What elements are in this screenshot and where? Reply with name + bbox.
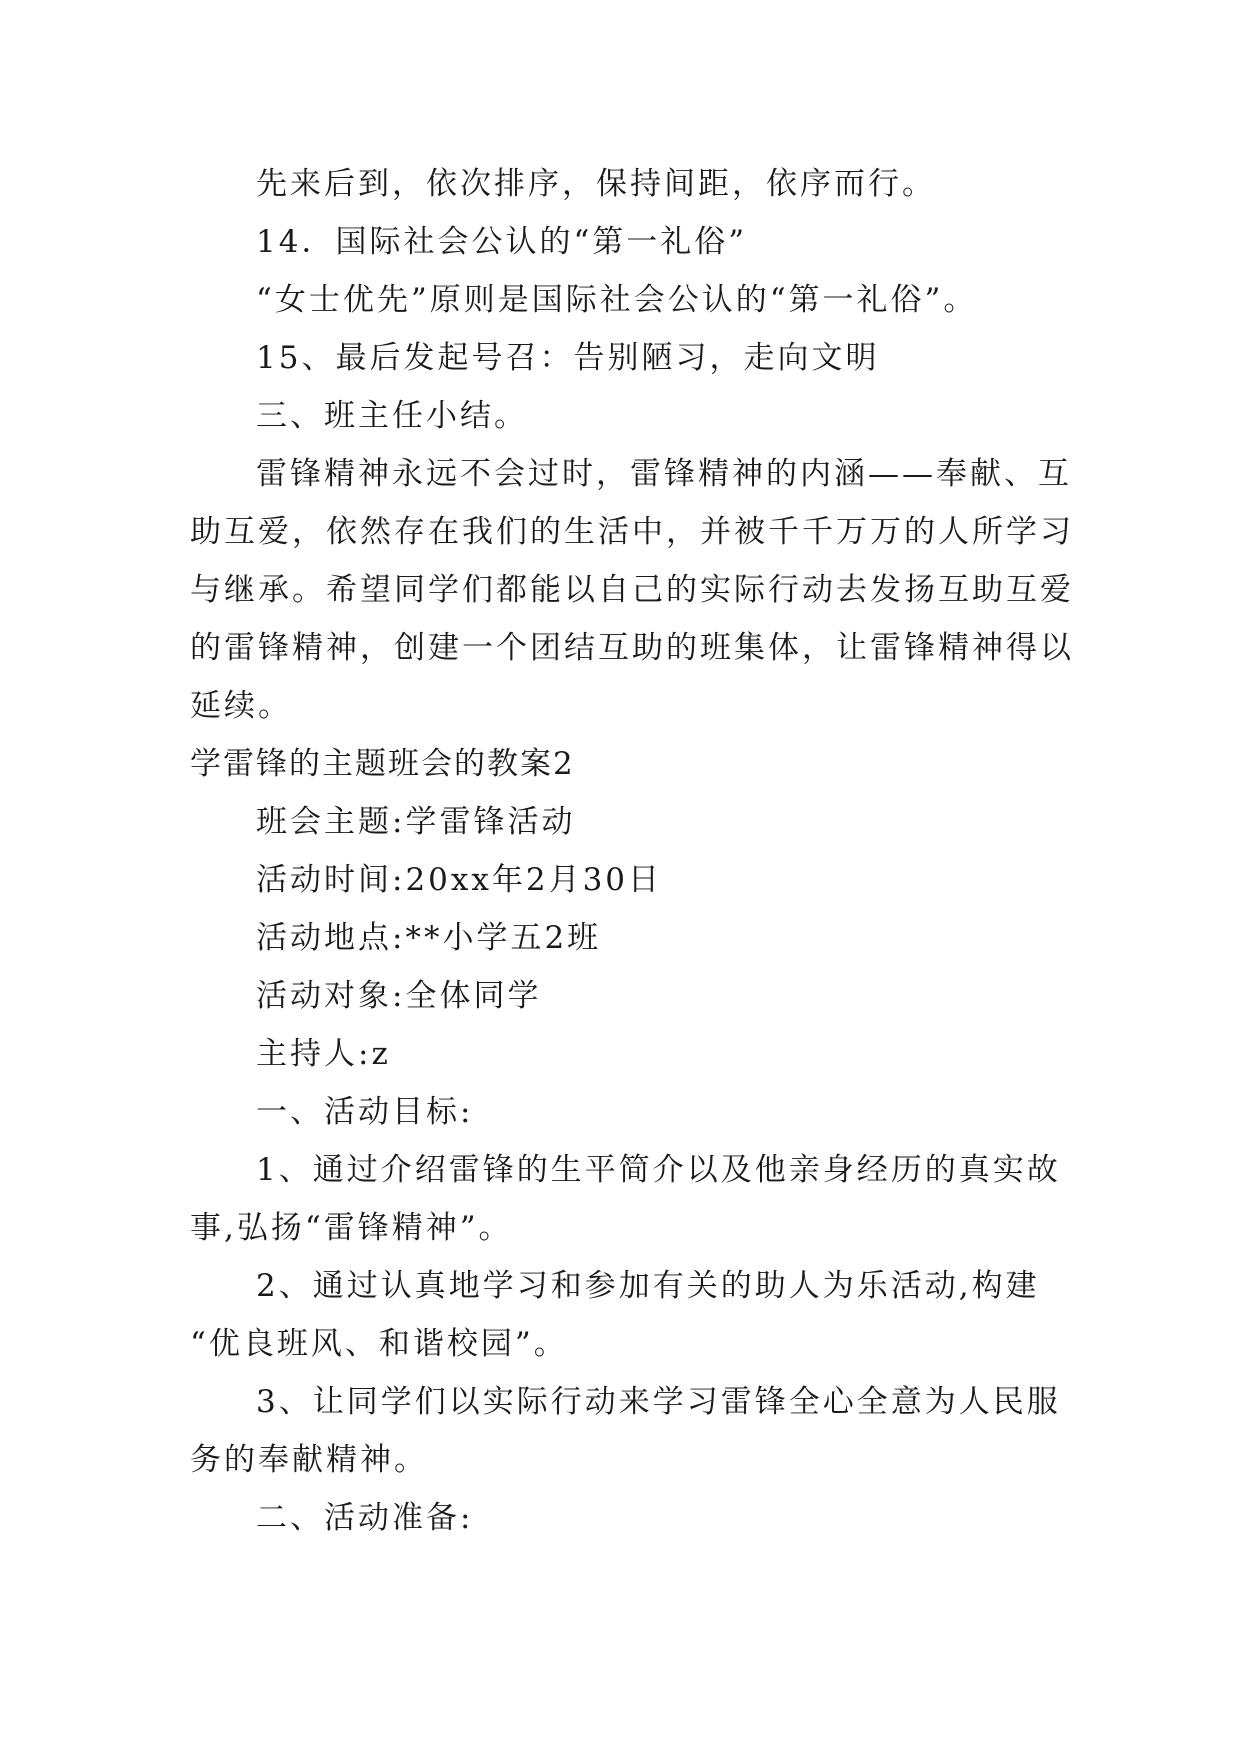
meta-theme: 班会主题:学雷锋活动 [256, 804, 576, 840]
paragraph-line: 雷锋精神永远不会过时，雷锋精神的内涵——奉献、互 [256, 456, 1072, 492]
list-item-heading: 15、最后发起号召：告别陋习，走向文明 [256, 340, 880, 376]
meta-time: 活动时间:20xx年2月30日 [256, 862, 663, 898]
document-body [190, 155, 1074, 1547]
paragraph-line: 与继承。希望同学们都能以自己的实际行动去发扬互助互爱 [190, 572, 1074, 608]
paragraph-line: 事,弘扬“雷锋精神”。 [190, 1210, 513, 1246]
paragraph-line: 3、让同学们以实际行动来学习雷锋全心全意为人民服 [256, 1384, 1061, 1420]
document-title: 学雷锋的主题班会的教案2 [190, 746, 575, 782]
paragraph-line: 先来后到，依次排序，保持间距，依序而行。 [256, 166, 936, 202]
section-heading: 二、活动准备: [256, 1500, 474, 1536]
meta-host: 主持人:z [256, 1036, 391, 1072]
paragraph-line: 延续。 [190, 688, 292, 724]
paragraph-line: 的雷锋精神，创建一个团结互助的班集体，让雷锋精神得以 [190, 630, 1074, 666]
paragraph-line: 助互爱，依然存在我们的生活中，并被千千万万的人所学习 [190, 514, 1074, 550]
paragraph-line: 务的奉献精神。 [190, 1442, 428, 1478]
section-heading: 三、班主任小结。 [256, 398, 528, 434]
paragraph-line: “女士优先”原则是国际社会公认的“第一礼俗”。 [256, 282, 978, 318]
meta-location: 活动地点:**小学五2班 [256, 920, 602, 956]
list-item-heading: 14．国际社会公认的“第一礼俗” [256, 224, 748, 260]
paragraph-line: 2、通过认真地学习和参加有关的助人为乐活动,构建 [256, 1268, 1040, 1304]
meta-audience: 活动对象:全体同学 [256, 978, 542, 1014]
paragraph-line: 1、通过介绍雷锋的生平简介以及他亲身经历的真实故 [256, 1152, 1061, 1188]
paragraph-line: “优良班风、和谐校园”。 [190, 1326, 568, 1362]
section-heading: 一、活动目标: [256, 1094, 474, 1130]
